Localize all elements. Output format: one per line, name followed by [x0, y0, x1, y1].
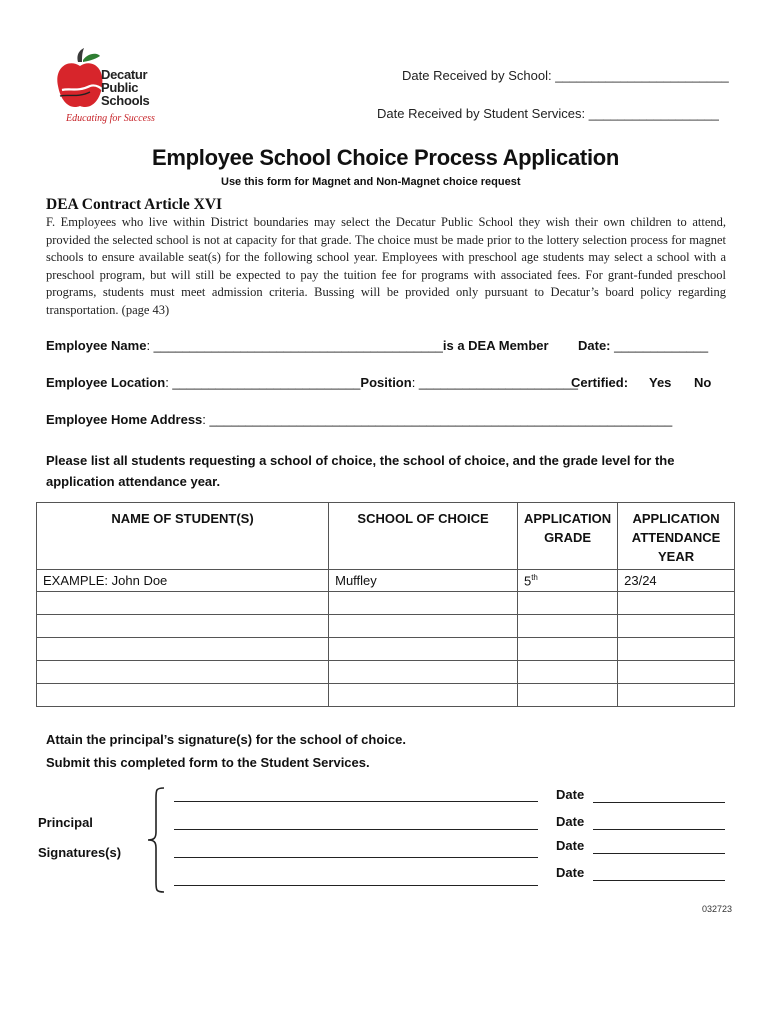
- example-school: Muffley: [329, 570, 518, 592]
- year-cell[interactable]: [618, 592, 735, 615]
- position-label: Position: [360, 375, 412, 390]
- brace-icon: [144, 786, 166, 894]
- year-cell[interactable]: [618, 638, 735, 661]
- table-row: [37, 615, 735, 638]
- employee-name-field[interactable]: : ________________________________________: [146, 338, 443, 353]
- grade-cell[interactable]: [517, 592, 617, 615]
- table-instruction: Please list all students requesting a school of choice, the school of choice, and the grade level for the application attendance year.: [46, 453, 675, 489]
- table-row: [37, 638, 735, 661]
- signature-date-field[interactable]: [593, 880, 725, 881]
- signature-date-field[interactable]: [593, 853, 725, 854]
- student-name-cell[interactable]: [37, 661, 329, 684]
- logo-line-3: Schools: [101, 93, 150, 108]
- signature-instruction-2: Submit this completed form to the Student Services.: [46, 755, 370, 770]
- logo-line-2: Public: [101, 80, 139, 95]
- school-cell[interactable]: [329, 592, 518, 615]
- signature-date-field[interactable]: [593, 802, 725, 803]
- home-address-label: Employee Home Address: [46, 412, 203, 427]
- example-year: 23/24: [618, 570, 735, 592]
- year-cell[interactable]: [618, 615, 735, 638]
- grade-cell[interactable]: [517, 661, 617, 684]
- logo-tagline: Educating for Success: [66, 113, 155, 124]
- header-school-of-choice: SCHOOL OF CHOICE: [329, 503, 518, 570]
- position-field[interactable]: : ______________________: [411, 375, 578, 390]
- school-cell[interactable]: [329, 684, 518, 707]
- header-application-grade: APPLICATION GRADE: [517, 503, 617, 570]
- school-cell[interactable]: [329, 615, 518, 638]
- article-body: F. Employees who live within District boundaries may select the Decatur Public School they wish their own children to attend, provided the selected school is not at capacity for that grade. The choice must be made prior to the lottery selection process for magnet schools to ensure available seat(s) for the following school year. Employees with preschool age students may select a school with a preschool program, but will still be expected to pay the tuition fee for programs with associated fees. For grant-funded preschool programs, students must meet admission criteria. Bussing will be provided only pursuant to Decatur’s board policy regarding transportation. (page 43): [46, 215, 726, 317]
- grade-cell[interactable]: [517, 638, 617, 661]
- year-cell[interactable]: [618, 684, 735, 707]
- certified-no-option[interactable]: No: [694, 375, 712, 390]
- grade-cell[interactable]: [517, 684, 617, 707]
- signature-date-field[interactable]: [593, 829, 725, 830]
- employee-location-field[interactable]: : __________________________: [165, 375, 361, 390]
- year-cell[interactable]: [618, 661, 735, 684]
- table-row: [37, 684, 735, 707]
- principal-signature-line[interactable]: [174, 801, 538, 802]
- school-cell[interactable]: [329, 661, 518, 684]
- student-table: [36, 502, 735, 707]
- page-title: Employee School Choice Process Application: [152, 145, 620, 170]
- grade-cell[interactable]: [517, 615, 617, 638]
- example-grade: 5th: [517, 570, 617, 592]
- employee-location-label: Employee Location: [46, 375, 166, 390]
- table-row: [37, 592, 735, 615]
- table-row: [37, 661, 735, 684]
- home-address-row: [46, 412, 672, 427]
- employee-location-row: [46, 375, 578, 390]
- header-student-name: NAME OF STUDENT(S): [37, 503, 329, 570]
- example-student-name: EXAMPLE: John Doe: [37, 570, 329, 592]
- date-row: [578, 338, 708, 353]
- principal-label: Principal: [38, 815, 93, 830]
- signature-date-label: Date: [556, 838, 585, 853]
- article-title: DEA Contract Article XVI: [46, 196, 223, 213]
- page-subtitle: Use this form for Magnet and Non-Magnet choice request: [221, 176, 521, 188]
- employee-name-label: Employee Name: [46, 338, 147, 353]
- table-row-example: [37, 570, 735, 592]
- district-logo: [56, 48, 168, 130]
- logo-line-1: Decatur: [101, 67, 148, 82]
- date-received-school[interactable]: Date Received by School: ________________________: [402, 68, 729, 83]
- principal-signature-line[interactable]: [174, 885, 538, 886]
- student-name-cell[interactable]: [37, 684, 329, 707]
- student-name-cell[interactable]: [37, 638, 329, 661]
- signature-date-label: Date: [556, 787, 585, 802]
- principal-signature-line[interactable]: [174, 829, 538, 830]
- home-address-field[interactable]: : ________________________________________________________________: [202, 412, 673, 427]
- student-name-cell[interactable]: [37, 592, 329, 615]
- dea-member-label: is a DEA Member: [442, 338, 549, 353]
- signature-date-label: Date: [556, 865, 585, 880]
- principal-signature-line[interactable]: [174, 857, 538, 858]
- header-attendance-year: APPLICATION ATTENDANCE YEAR: [618, 503, 735, 570]
- date-field[interactable]: _________: [610, 338, 680, 353]
- date-field-end[interactable]: ____: [679, 338, 709, 353]
- signature-date-label: Date: [556, 814, 585, 829]
- signature-instruction-1: Attain the principal’s signature(s) for the school of choice.: [46, 732, 406, 747]
- date-label: Date:: [578, 338, 611, 353]
- form-code: 032723: [702, 904, 733, 914]
- certified-yes-option[interactable]: Yes: [649, 375, 672, 390]
- student-name-cell[interactable]: [37, 615, 329, 638]
- apple-icon: [56, 48, 106, 114]
- date-received-services[interactable]: Date Received by Student Services: __________________: [377, 106, 719, 121]
- school-cell[interactable]: [329, 638, 518, 661]
- employee-name-row: [46, 338, 549, 353]
- certified-label: Certified:: [571, 375, 629, 390]
- signatures-label: Signatures(s): [38, 845, 122, 860]
- table-header-row: [37, 503, 735, 570]
